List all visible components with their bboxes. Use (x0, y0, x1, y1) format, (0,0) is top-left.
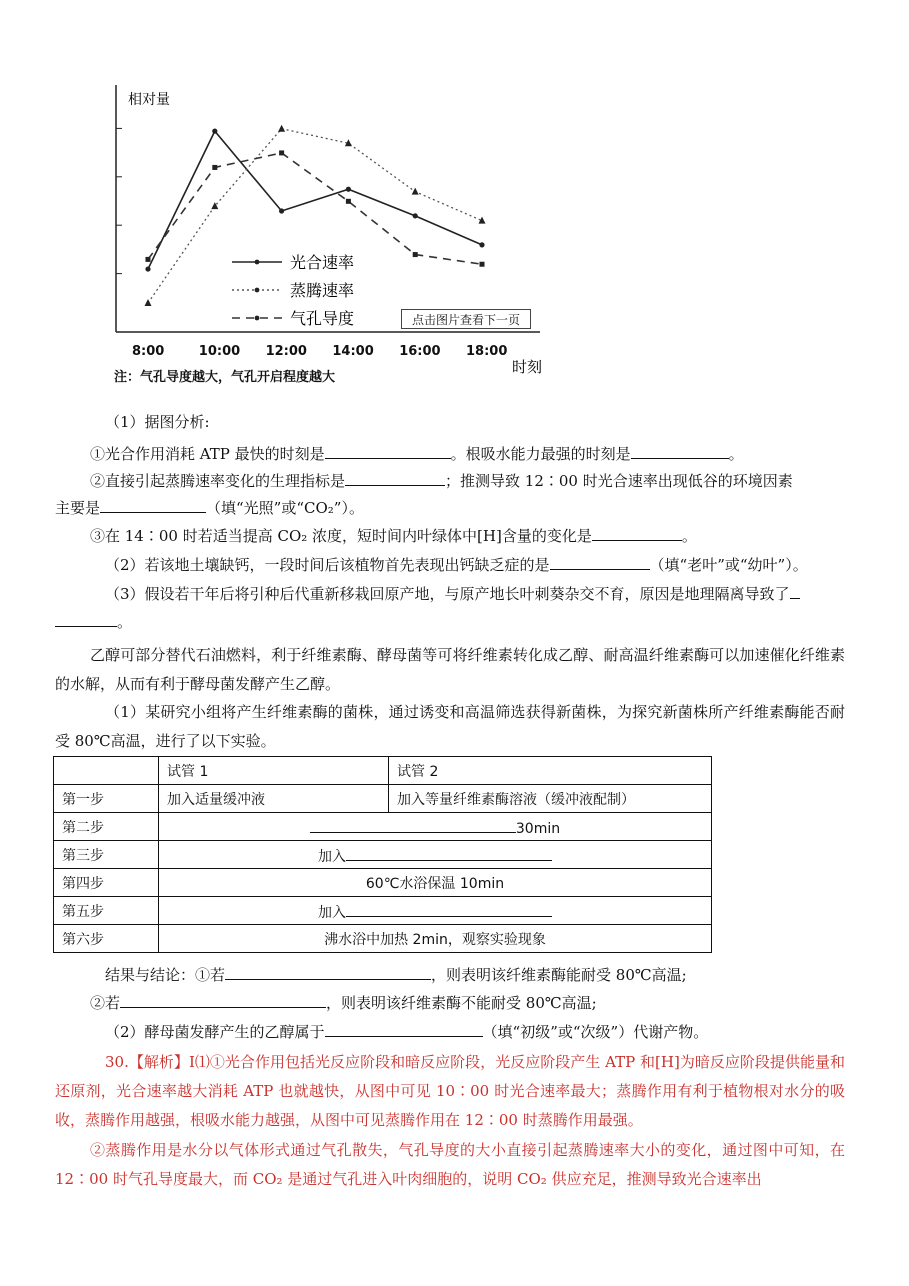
answer-blank[interactable] (325, 1020, 483, 1037)
result-text3: ②若 (90, 994, 121, 1012)
q1-item2-cont (55, 496, 845, 518)
q1-item1-end: 。 (728, 445, 744, 463)
legend-marker (255, 316, 260, 321)
table-row (54, 813, 712, 841)
q1-item1 (90, 442, 880, 464)
answer-blank[interactable] (346, 844, 552, 861)
data-point (479, 242, 484, 247)
x-tick-label: 14:00 (332, 344, 374, 359)
ethanol-text: （2）酵母菌发酵产生的乙醇属于 (105, 1023, 325, 1041)
legend-marker (255, 260, 260, 265)
answer-blank[interactable] (225, 963, 431, 980)
legend (232, 253, 354, 328)
answer-blank[interactable] (631, 442, 729, 459)
data-point (212, 165, 217, 170)
q3-text: （3）假设若干年后将引种后代重新移栽回原产地，与原产地长叶刺葵杂交不育，原因是地理隔离导致了 (105, 585, 790, 603)
result-line2 (90, 991, 880, 1013)
step-tube1: 加入适量缓冲液 (159, 785, 389, 813)
answer-blank[interactable] (325, 442, 451, 459)
data-point (346, 187, 351, 192)
ethanol-text2: （填“初级”或“次级”）代谢产物。 (482, 1023, 709, 1041)
series-line-2 (148, 153, 482, 264)
step-label: 第三步 (54, 841, 159, 869)
q-ethanol (105, 1020, 895, 1042)
data-point (212, 129, 217, 134)
q1-item3-end: 。 (681, 527, 697, 545)
data-point (346, 199, 351, 204)
result-text4: ，则表明该纤维素酶不能耐受 80℃高温; (326, 994, 597, 1012)
table-corner (54, 757, 159, 785)
data-point (145, 266, 150, 271)
legend-label: 光合速率 (290, 253, 355, 272)
answer-blank[interactable] (790, 582, 800, 599)
answer-analysis-2: ②蒸腾作用是水分以气体形式通过气孔散失，气孔导度的大小直接引起蒸腾速率大小的变化，通过图中可知，在 12∶00 时气孔导度最大，而 CO₂ 是通过气孔进入叶肉细胞的，说明 CO₂ 供应充足，推测导致光合速率出 (55, 1141, 845, 1188)
x-tick-label: 18:00 (466, 344, 508, 359)
q1-item2-text2: ；推测导致 12∶00 时光合速率出现低谷的环境因素 (445, 472, 793, 490)
step-merged: 沸水浴中加热 2min，观察实验现象 (159, 925, 712, 953)
step-text: 加入 (318, 848, 346, 865)
q1-item2-text: ②直接引起蒸腾速率变化的生理指标是 (90, 472, 346, 490)
answer-blank[interactable] (345, 469, 445, 486)
answer-blank[interactable] (55, 610, 117, 627)
q1-item1-text2: 。根吸水能力最强的时刻是 (450, 445, 631, 463)
table-row (54, 897, 712, 925)
header-tube2: 试管 2 (389, 757, 712, 785)
table-row (54, 869, 712, 897)
answer-blank[interactable] (550, 553, 650, 570)
answer-blank[interactable] (100, 496, 206, 513)
table-row (54, 841, 712, 869)
q2 (105, 553, 895, 575)
step-label: 第一步 (54, 785, 159, 813)
step-label: 第五步 (54, 897, 159, 925)
q3-cont (55, 610, 845, 632)
q1-item2-text3: 主要是 (55, 499, 101, 517)
result-text: 结果与结论：①若 (105, 966, 226, 984)
experiment-table (53, 756, 712, 953)
table-row (54, 925, 712, 953)
q2-text2: （填“老叶”或“幼叶”）。 (649, 556, 808, 574)
step-label: 第二步 (54, 813, 159, 841)
series-line-1 (148, 129, 482, 303)
x-tick-label: 10:00 (198, 344, 241, 359)
q2-text: （2）若该地土壤缺钙，一段时间后该植物首先表现出钙缺乏症的是 (105, 556, 550, 574)
data-point (146, 257, 151, 262)
x-tick-label: 12:00 (265, 344, 307, 359)
x-tick-label: 16:00 (399, 344, 441, 359)
step-merged: 60℃水浴保温 10min (159, 869, 712, 897)
q1-heading: （1）据图分析: (105, 413, 210, 431)
table-row (54, 785, 712, 813)
step-text: 30min (515, 821, 561, 837)
q1-item1-text: ①光合作用消耗 ATP 最快的时刻是 (90, 445, 325, 463)
q1-item2 (90, 469, 880, 491)
step-tube2: 加入等量纤维素酶溶液（缓冲液配制） (389, 785, 712, 813)
data-point (413, 213, 418, 218)
legend-marker (255, 288, 260, 293)
step-merged (159, 841, 712, 869)
intro-paragraph: 乙醇可部分替代石油燃料，利于纤维素酶、酵母菌等可将纤维素转化成乙醇、耐高温纤维素酶可以加速催化纤维素的水解，从而有利于酵母菌发酵产生乙醇。 (55, 646, 845, 693)
step-label: 第四步 (54, 869, 159, 897)
answer-blank[interactable] (346, 900, 552, 917)
x-tick-label: 8:00 (132, 344, 165, 359)
data-point (278, 125, 285, 132)
series-layer (116, 125, 486, 306)
answer-blank[interactable] (592, 524, 682, 541)
step-label: 第六步 (54, 925, 159, 953)
result-text2: ，则表明该纤维素酶能耐受 80℃高温; (431, 966, 687, 984)
data-point (480, 262, 485, 267)
next-page-button[interactable]: 点击图片查看下一页 (401, 309, 531, 329)
y-axis-label: 相对量 (128, 92, 170, 108)
data-point (412, 188, 419, 195)
series-line-0 (148, 131, 482, 269)
legend-label: 气孔导度 (290, 309, 355, 328)
step-merged (159, 813, 712, 841)
experiment-paragraph: （1）某研究小组将产生纤维素酶的菌株，通过诱变和高温筛选获得新菌株，为探究新菌株所产纤维素酶能否耐受 80℃高温，进行了以下实验。 (55, 703, 845, 750)
header-tube1: 试管 1 (159, 757, 389, 785)
data-point (279, 150, 284, 155)
q3-end: 。 (117, 613, 133, 631)
answer-blank[interactable] (310, 816, 516, 833)
result-line1 (105, 963, 895, 985)
q1-item3-text: ③在 14∶00 时若适当提高 CO₂ 浓度，短时间内叶绿体中[H]含量的变化是 (90, 527, 592, 545)
chart-note: 注：气孔导度越大，气孔开启程度越大 (114, 370, 336, 385)
legend-label: 蒸腾速率 (290, 281, 355, 300)
data-point (145, 299, 152, 306)
step-text: 加入 (318, 904, 346, 921)
table-header-row (54, 757, 712, 785)
q1-item2-text4: （填“光照”或“CO₂”）。 (206, 499, 364, 517)
step-merged (159, 897, 712, 925)
answer-analysis-1: 30.【解析】I⑴①光合作用包括光反应阶段和暗反应阶段，光反应阶段产生 ATP 和[H]为暗反应阶段提供能量和还原剂，光合速率越大消耗 ATP 也就越快，从图中可见 10∶00 时光合速率最大；蒸腾作用有利于植物根对水分的吸收，蒸腾作用越强，根吸水能力越强，从图中可见蒸腾作用在 12∶00 时蒸腾作用最强。 (55, 1053, 845, 1129)
data-point (279, 208, 284, 213)
data-point (413, 252, 418, 257)
x-axis-label: 时刻 (512, 358, 543, 376)
answer-blank[interactable] (120, 991, 326, 1008)
q3 (105, 582, 895, 604)
q1-item3 (90, 524, 880, 546)
